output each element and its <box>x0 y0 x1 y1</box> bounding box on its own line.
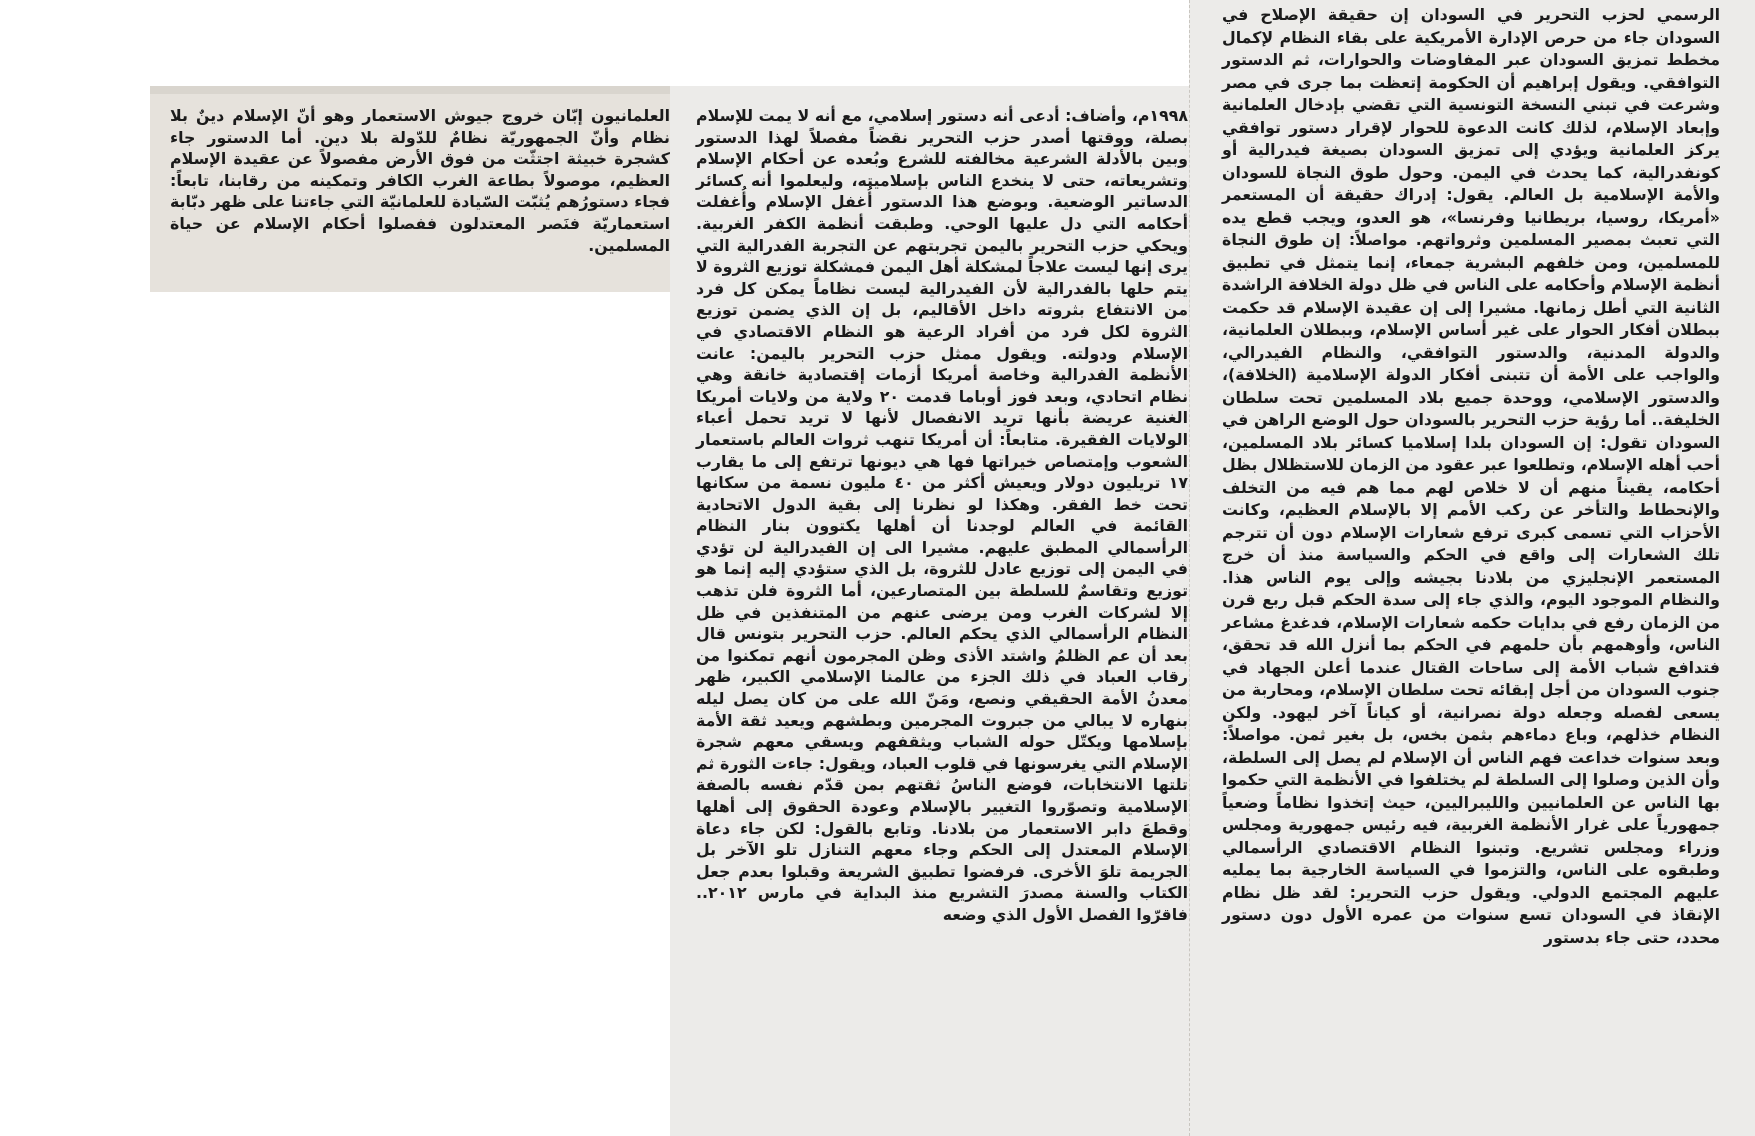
page-margin <box>670 0 1189 86</box>
article-column-right <box>1222 4 1720 949</box>
column-right-text: الرسمي لحزب التحرير في السودان إن حقيقة الإصلاح في السودان جاء من حرص الإدارة الأمريكية على بقاء النظام لإكمال مخطط تمزيق السودان عبر المفاوضات والحوارات، ثم الدستور التوافقي. ويقول إبراهيم أن الحكومة إتعظت بما جرى في مصر وشرعت في تبني النسخة التونسية التي تقضي بإدخال العلمانية وإبعاد الإسلام، لذلك كانت الدعوة للحوار لإقرار دستور توافقي يركز العلمانية ويؤدي إلى تمزيق السودان بصيغة فيدرالية أو كونفدرالية، كما يحدث في اليمن. وحول طوق النجاة للسودان والأمة الإسلامية بل العالم. يقول: إدراك حقيقة أن المستعمر «أمريكا، روسيا، بريطانيا وفرنسا»، هو العدو، ويجب قطع يده التي تعبث بمصير المسلمين وثرواتهم. مواصلاً: إن طوق النجاة للمسلمين، ومن خلفهم البشرية جمعاء، إنما يتمثل في تطبيق أنظمة الإسلام وأحكامه على الناس في ظل دولة الخلافة الراشدة الثانية التي أطل زمانها. مشيرا إلى إن عقيدة الإسلام قد حكمت ببطلان أفكار الحوار على غير أساس الإسلام، وببطلان العلمانية، والدولة المدنية، والدستور التوافقي، والنظام الفيدرالي، والواجب على الأمة أن تتبنى أفكار الدولة الإسلامية (الخلافة)، والدستور الإسلامي، ووحدة جميع بلاد المسلمين تحت سلطان الخليفة.. أما رؤية حزب التحرير بالسودان حول الوضع الراهن في السودان تقول: إن السودان بلدا إسلاميا كسائر بلاد المسلمين، أحب أهله الإسلام، وتطلعوا عبر عقود من الزمان للاستظلال بظل أحكامه، يقيناً منهم أن لا خلاص لهم مما هم فيه من التخلف والإنحطاط والتأخر عن ركب الأمم إلا بالإسلام العظيم، وكانت الأحزاب التي تسمى كبرى ترفع شعارات الإسلام دون أن تترجم تلك الشعارات إلى واقع في الحكم والسياسة منذ أن خرج المستعمر الإنجليزي من بلادنا بجيشه وإلى يوم الناس هذا. والنظام الموجود اليوم، والذي جاء إلى سدة الحكم قبل ربع قرن من الزمان رفع في بدايات حكمه شعارات الإسلام، فدغدغ مشاعر الناس، وأوهمهم بأن حلمهم في الحكم بما أنزل الله قد تحقق، فتدافع شباب الأمة إلى ساحات القتال عندما أعلن الجهاد في جنوب السودان من أجل إبقائه تحت سلطان الإسلام، ومحاربة من يسعى لفصله وجعله دولة نصرانية، أو كياناً آخر ليهود. ولكن النظام خذلهم، وباع دماءهم بثمن بخس، بل بغير ثمن. مواصلاً: وبعد سنوات خداعت فهم الناس أن الإسلام لم يصل إلى السلطة، وأن الذين وصلوا إلى السلطة لم يختلفوا في الأنظمة التي حكموا بها الناس عن العلمانيين والليبراليين، حيث إتخذوا نظاماً وضعياً جمهورياً على غرار الأنظمة الغربية، فيه رئيس جمهورية ومجلس وزراء ومجلس تشريع. وتبنوا النظام الاقتصادي الرأسمالي وطبقوه على الناس، والتزموا في السياسة الخارجية بما يمليه عليهم المجتمع الدولي. ويقول حزب التحرير: لقد ظل نظام الإنقاذ في السودان تسع سنوات من عمره الأول دون دستور محدد، حتى جاء بدستور <box>1222 5 1720 947</box>
article-column-middle <box>696 105 1188 926</box>
column-left-text: العلمانيون إبّان خروج جيوش الاستعمار وهو أنّ الإسلام دينٌ بلا نظام وأنّ الجمهوريّة نظامٌ للدّولة بلا دين. أما الدستور جاء كشجرة خبيثة اجتثّت من فوق الأرض مفصولاً عن عقيدة الإسلام العظيم، موصولاً بطاعة الغرب الكافر وتمكينه من رقابنا، تابعاً: فجاء دستورُهم يُثبّت السّيادة للعلمانيّة التي جاءتنا على ظهر دبّابة استعماريّة فنَصر المعتدلون ففصلوا أحكام الإسلام عن حياة المسلمين. <box>170 106 670 255</box>
column-middle-text: ١٩٩٨م، وأضاف: أدعى أنه دستور إسلامي، مع أنه لا يمت للإسلام بصلة، ووقتها أصدر حزب التحرير نقضاً مفصلاً لهذا الدستور وبين بالأدلة الشرعية مخالفته للشرع وبُعده عن أحكام الإسلام وتشريعاته، حتى لا ينخدع الناس بإسلاميته، وليعلموا أنه كسائر الدساتير الوضعية. وبوضع هذا الدستور أُغفل الإسلام وأُغفلت أحكامه التي دل عليها الوحي. وطبقت أنظمة الكفر الغربية. ويحكي حزب التحرير باليمن تجربتهم عن التجربة الفدرالية التي يرى إنها ليست علاجاً لمشكلة أهل اليمن فمشكلة توزيع الثروة لا يتم حلها بالفدرالية لأن الفيدرالية ليست نظاماً يمكن كل فرد من الانتفاع بثروته داخل الأقاليم، بل إن الذي يضمن توزيع الثروة لكل فرد من أفراد الرعية هو النظام الاقتصادي في الإسلام ودولته. ويقول ممثل حزب التحرير باليمن: عانت الأنظمة الفدرالية وخاصة أمريكا أزمات إقتصادية خانقة وهي نظام اتحادي، وبعد فوز أوباما قدمت ٢٠ ولاية من ولايات أمريكا الغنية عريضة بأنها تريد الانفصال لأنها لا تريد تحمل أعباء الولايات الفقيرة. متابعاً: أن أمريكا تنهب ثروات العالم باستعمار الشعوب وإمتصاص خيراتها فها هي ديونها ترتفع إلى ما يقارب ١٧ تريليون دولار ويعيش أكثر من ٤٠ مليون نسمة من سكانها تحت خط الفقر. وهكذا لو نظرنا إلى بقية الدول الاتحادية القائمة في العالم لوجدنا أن أهلها يكتوون بنار النظام الرأسمالي المطبق عليهم. مشيرا الى إن الفيدرالية لن تؤدي في اليمن إلى توزيع عادل للثروة، بل الذي ستؤدي إليه إنما هو توزيع وتقاسمٌ للسلطة بين المتصارعين، أما الثروة فلن تذهب إلا لشركات الغرب ومن يرضى عنهم من المتنفذين في ظل النظام الرأسمالي الذي يحكم العالم. حزب التحرير بتونس قال بعد أن عم الظلمُ واشتد الأذى وظن المجرمون أنهم تمكنوا من رقاب العباد في ذلك الجزء من عالمنا الإسلامي الكبير، ظهر معدنُ الأمة الحقيقي ونصع، ومَنّ الله على من كان يصل ليله بنهاره لا يبالي من جبروت المجرمين وبطشهم ويعيد ثقة الأمة بإسلامها ويكتّل حوله الشباب ويثقفهم ويسقي معهم شجرة الإسلام التي يغرسونها في قلوب العباد، ويقول: جاءت الثورة ثم تلتها الانتخابات، فوضع الناسُ ثقتهم بمن قدّم نفسه بالصفة الإسلامية وتصوّروا التغيير بالإسلام وعودة الحقوق إلى أهلها وقطعَ دابر الاستعمار من بلادنا. وتابع بالقول: لكن جاء دعاة الإسلام المعتدل إلى الحكم وجاء معهم التنازل تلو الآخر بل الجريمة تلوَ الأخرى. فرفضوا تطبيق الشريعة وقبلوا بعدم جعل الكتاب والسنة مصدرَ التشريع منذ البداية في مارس ٢٠١٢.. فاقرّوا الفصل الأول الذي وضعه <box>696 106 1188 924</box>
article-column-left <box>170 105 670 256</box>
